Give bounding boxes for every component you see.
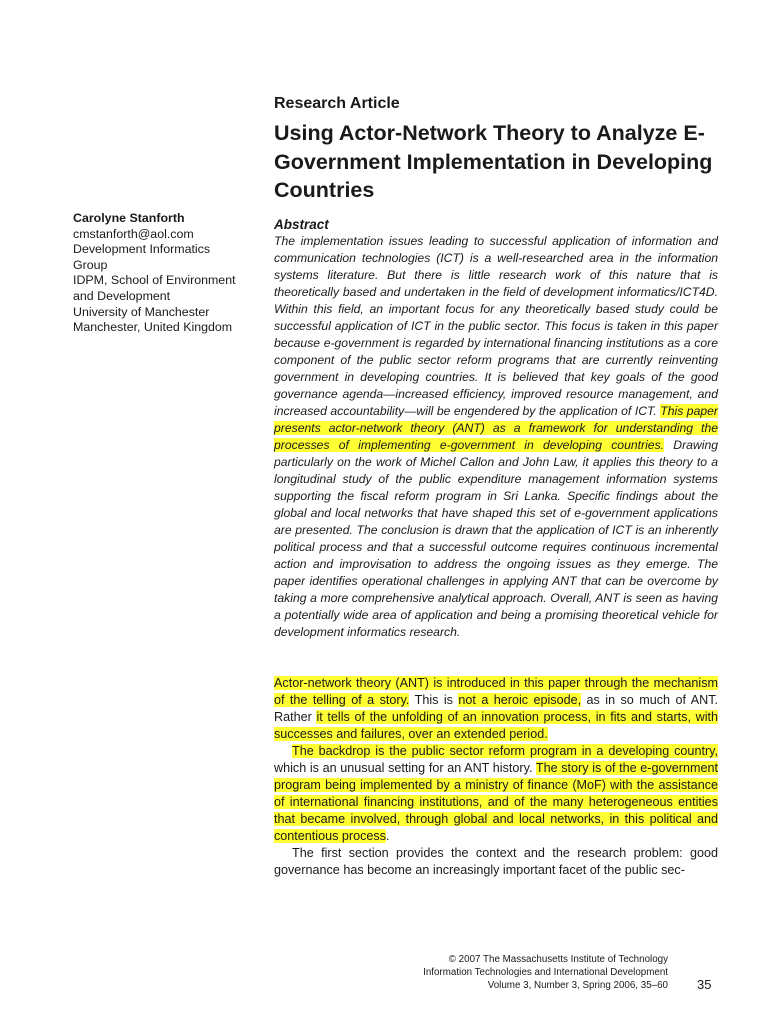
abstract-text xyxy=(274,233,718,641)
footer-copyright xyxy=(423,953,668,992)
author-affiliation-line: IDPM, School of Environment xyxy=(73,273,236,288)
body-paragraph-1 xyxy=(274,675,718,743)
abstract-segment: Drawing particularly on the work of Michel Callon and John Law, it applies this theory to a longitudinal study of the public expenditure management information systems supporting the fiscal reform program in Sri Lanka. Specific findings about the global and local networks that have shaped this set of e-government applications are presented. The conclusion is drawn that the application of ICT is an inherently political process and that a successful outcome requires continuous incremental action and improvisation to address the ongoing issues as they emerge. The paper identifies operational challenges in applying ANT that can be overcome by taking a more comprehensive analytical approach. Overall, ANT is seen as having a potentially wide area of application and being a promising theoretical vehicle for development informatics research. xyxy=(274,437,718,639)
author-affiliation-line: Development Informatics xyxy=(73,242,211,257)
author-affiliation-line: Manchester, United Kingdom xyxy=(73,320,233,335)
highlight: The story is of the e-government program being implemented by a ministry of finance (MoF) with the assistance of international financing institutions, and of the many heterogeneous entities that became involved, through global and local networks, in this political and contentious process xyxy=(274,760,718,843)
section-label: Research Article xyxy=(274,95,400,112)
article-main xyxy=(274,95,718,879)
body-text xyxy=(274,675,718,879)
footer-line: Volume 3, Number 3, Spring 2006, 35–60 xyxy=(487,980,668,991)
author-affiliation-line: cmstanforth@aol.com xyxy=(73,226,194,241)
abstract-highlight: This paper presents actor-network theory (ANT) as a framework for understanding the processes of implementing e-government in developing countries. xyxy=(274,403,718,452)
highlight: Actor-network theory (ANT) is introduced in this paper through the mechanism of the telling of a story. xyxy=(274,675,718,707)
author-affiliation-line: Group xyxy=(73,257,108,272)
author-affiliation-line: and Development xyxy=(73,288,171,303)
footer-line: Information Technologies and International Development xyxy=(423,967,668,978)
highlight: it tells of the unfolding of an innovation process, in fits and starts, with successes and failures, over an extended period. xyxy=(274,709,718,741)
author-name: Carolyne Stanforth xyxy=(73,211,185,225)
text-segment: as in so much of ANT. Rather xyxy=(274,692,718,724)
article-title: Using Actor-Network Theory to Analyze E-Government Implementation in Developing Countries xyxy=(274,121,713,202)
footer-line: © 2007 The Massachusetts Institute of Technology xyxy=(448,954,668,965)
text-segment: This is xyxy=(409,692,459,707)
highlight: not a heroic episode, xyxy=(458,692,582,707)
text-segment: . xyxy=(386,828,390,843)
page-number: 35 xyxy=(697,977,712,992)
abstract-heading: Abstract xyxy=(274,216,329,232)
author-block xyxy=(73,211,263,336)
highlight: The backdrop is the public sector reform program in a developing country, xyxy=(292,743,718,758)
body-paragraph-2 xyxy=(274,743,718,845)
body-paragraph-3: The first section provides the context and the research problem: good governance has become an increasingly important facet of the public sec- xyxy=(274,845,718,877)
author-affiliation-line: University of Manchester xyxy=(73,304,210,319)
abstract-segment: The implementation issues leading to successful application of information and communication technologies (ICT) is a well-researched area in the information systems literature. But there is little research work of this nature that is theoretically based and undertaken in the field of development informatics/ICT4D. Within this field, an important focus for any theoretically based study could be successful application of ICT in the public sector. This focus is taken in this paper because e-government is regarded by international financing institutions as a core component of the public sector reform programs that are currently reinventing government in developing countries. It is believed that key goals of the good governance agenda—increased efficiency, improved resource management, and increased accountability—will be engendered by the application of ICT. xyxy=(274,233,718,418)
text-segment: which is an unusual setting for an ANT history. xyxy=(274,760,536,775)
